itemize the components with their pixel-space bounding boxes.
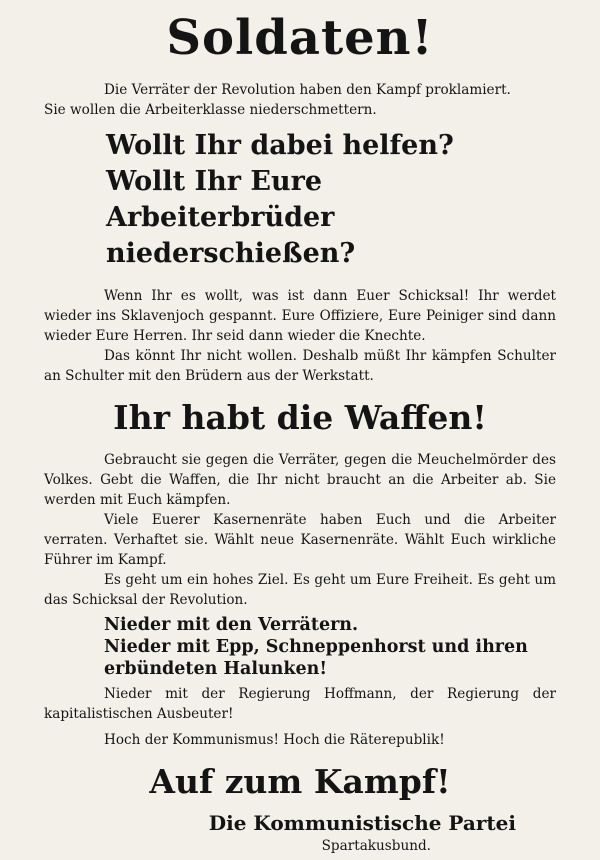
- intro-line-2: Sie wollen die Arbeiterklasse niederschmettern.: [44, 102, 377, 118]
- signature-party: Die Kommunistische Partei: [208, 811, 516, 835]
- intro-paragraph: [44, 80, 556, 120]
- paragraph-use-weapons: Gebraucht sie gegen die Verräter, gegen die Meuchelmörder des Volkes. Gebt die Waffen, die Ihr nicht braucht an die Arbeiter ab. Sie werden mit Euch kämpfen.: [44, 452, 556, 508]
- question-help: Wollt Ihr dabei helfen?: [106, 130, 454, 161]
- paragraph-government: Nieder mit der Regierung Hoffmann, der Regierung der kapitalistischen Ausbeuter!: [44, 686, 556, 722]
- cheer-line: Hoch der Kommunismus! Hoch die Räterepublik!: [104, 732, 445, 748]
- paragraph-fate: Wenn Ihr es wollt, was ist dann Euer Schicksal! Ihr werdet wieder ins Sklavenjoch gespannt. Eure Offiziere, Eure Peiniger sind dann wieder Eure Herren. Ihr seid dann wieder die Knechte.: [44, 288, 556, 344]
- question-shoot: Wollt Ihr Eure Arbeiterbrüder niederschießen?: [106, 166, 356, 269]
- slogan-traitors: Nieder mit den Verrätern.: [104, 615, 359, 635]
- signature-spartakusbund: Spartakusbund.: [321, 838, 431, 854]
- paragraph-goal: Es geht um ein hohes Ziel. Es geht um Eure Freiheit. Es geht um das Schicksal der Revolution.: [44, 572, 556, 608]
- intro-line-1: Die Verräter der Revolution haben den Kampf proklamiert.: [104, 82, 511, 98]
- weapons-heading: Ihr habt die Waffen!: [113, 398, 487, 437]
- paragraph-barracks-councils: Viele Euerer Kasernenräte haben Euch und die Arbeiter verraten. Verhaftet sie. Wählt neue Kasernenräte. Wählt Euch wirkliche Führer im Kampf.: [44, 512, 556, 568]
- poster-title: Soldaten!: [166, 10, 434, 66]
- paragraph-fight: Das könnt Ihr nicht wollen. Deshalb müßt Ihr kämpfen Schulter an Schulter mit den Brüdern aus der Werkstatt.: [44, 348, 556, 384]
- slogan-epp: Nieder mit Epp, Schneppenhorst und ihren erbündeten Halunken!: [104, 637, 528, 679]
- call-to-fight: Auf zum Kampf!: [149, 762, 451, 801]
